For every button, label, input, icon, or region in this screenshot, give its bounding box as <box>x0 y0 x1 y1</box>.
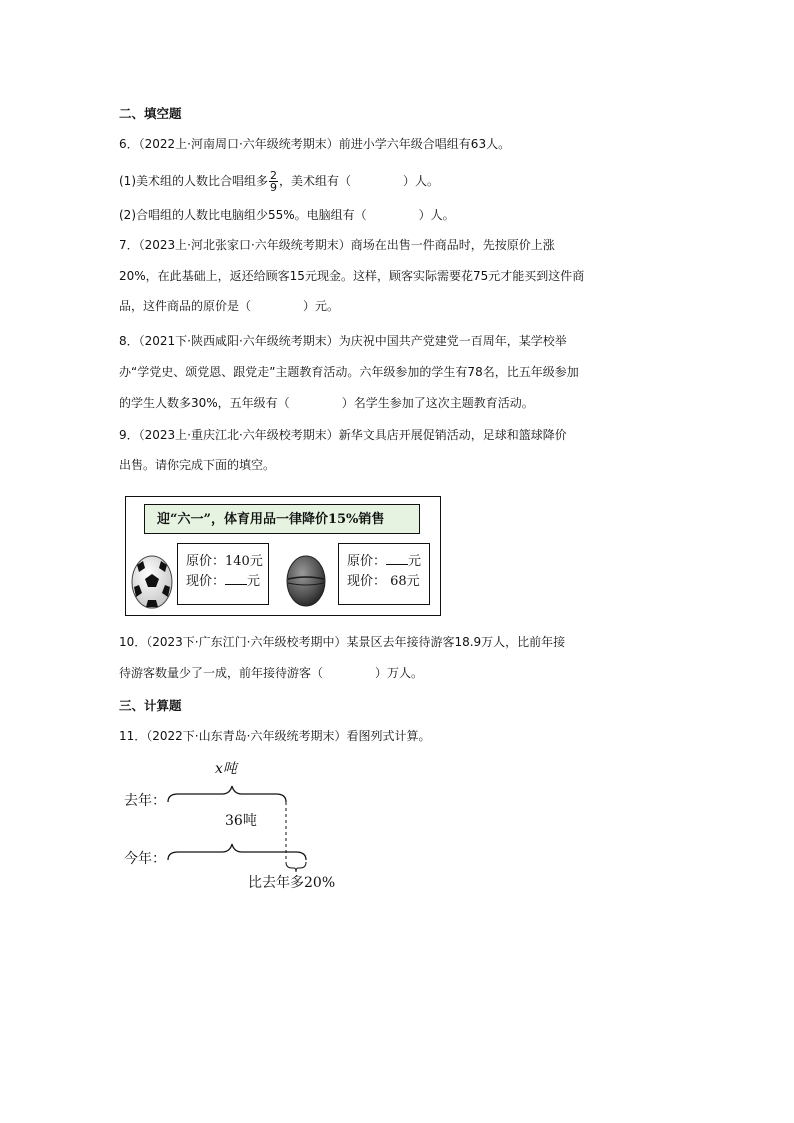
diagram-this-year-amount: 36吨 <box>225 813 257 829</box>
answer-blank-9-football[interactable] <box>225 572 247 585</box>
promotion-banner: 迎“六一”，体育用品一律降价15%销售 <box>144 504 420 534</box>
this-year-brace <box>168 844 306 860</box>
promotion-figure <box>125 496 441 616</box>
section-title-calculation: 三、计算题 <box>119 698 182 713</box>
football-current-price: 现价： 元 <box>186 574 261 589</box>
basketball-original-price: 原价： 元 <box>347 554 422 569</box>
diagram-last-year-label: 去年： <box>124 793 166 809</box>
football-original-price: 原价：140元 <box>186 554 263 569</box>
question-6-part-1 <box>119 170 439 193</box>
q6-p2-text: (2)合唱组的人数比电脑组少55%。电脑组有（ <box>119 208 367 222</box>
line-segment-diagram <box>160 770 330 878</box>
q7-line3-text: 品，这件商品的原价是（ <box>119 299 252 313</box>
question-10-line-2 <box>119 665 423 681</box>
basketball-icon <box>286 555 326 607</box>
q10-line2-end: ）万人。 <box>375 666 424 680</box>
q7-line3-end: ）元。 <box>303 299 340 313</box>
diagram-increase-label: 比去年多20% <box>248 875 336 891</box>
answer-blank-9-basketball[interactable] <box>386 552 408 565</box>
increase-brace <box>286 862 306 872</box>
football-price-box <box>177 543 269 605</box>
fraction-numerator: 2 <box>270 169 277 182</box>
question-8-line-2: 办“学党史、颂党恩、跟党走”主题教育活动。六年级参加的学生有78名，比五年级参加 <box>119 365 579 379</box>
football-icon <box>131 555 173 609</box>
q6-p1-text: (1)美术组的人数比合唱组多 <box>119 174 268 188</box>
question-7-line-3 <box>119 298 339 314</box>
q8-line3-text: 的学生人数多30%，五年级有（ <box>119 396 290 410</box>
question-6-part-2 <box>119 207 455 223</box>
question-7-line-2: 20%，在此基础上，返还给顾客15元现金。这样，顾客实际需要花75元才能买到这件商 <box>119 269 585 283</box>
diagram-this-year-label: 今年： <box>124 851 166 867</box>
question-9-line-1: 9．（2023上·重庆江北·六年级校考期末）新华文具店开展促销活动，足球和篮球降价 <box>119 428 567 442</box>
q8-line3-end: ）名学生参加了这次主题教育活动。 <box>341 396 534 410</box>
diagram-x-label: x吨 <box>215 761 237 777</box>
question-7-line-1: 7．（2023上·河北张家口·六年级统考期末）商场在出售一件商品时，先按原价上涨 <box>119 238 555 252</box>
question-8-line-1: 8．（2021下·陕西咸阳·六年级统考期末）为庆祝中国共产党建党一百周年，某学校举 <box>119 334 567 348</box>
fraction-two-ninths <box>269 170 278 193</box>
q6-p2-end: ）人。 <box>418 208 455 222</box>
question-11-stem: 11．（2022下·山东青岛·六年级统考期末）看图列式计算。 <box>119 729 431 743</box>
question-8-line-3 <box>119 395 534 411</box>
basketball-price-box <box>338 543 430 605</box>
basketball-current-price: 现价： 68元 <box>347 574 420 589</box>
q6-p1-mid: ，美术组有（ <box>279 174 352 188</box>
question-10-line-1: 10．（2023下·广东江门·六年级校考期中）某景区去年接待游客18.9万人，比前年接 <box>119 635 566 649</box>
question-6-stem: 6．（2022上·河南周口·六年级统考期末）前进小学六年级合唱组有63人。 <box>119 137 511 151</box>
question-9-line-2: 出售。请你完成下面的填空。 <box>119 458 276 472</box>
q10-line2-text: 待游客数量少了一成，前年接待游客（ <box>119 666 324 680</box>
fraction-denominator: 9 <box>270 181 277 194</box>
section-title-fill-in: 二、填空题 <box>119 106 182 121</box>
last-year-brace <box>168 786 286 802</box>
q6-p1-end: ）人。 <box>403 174 440 188</box>
